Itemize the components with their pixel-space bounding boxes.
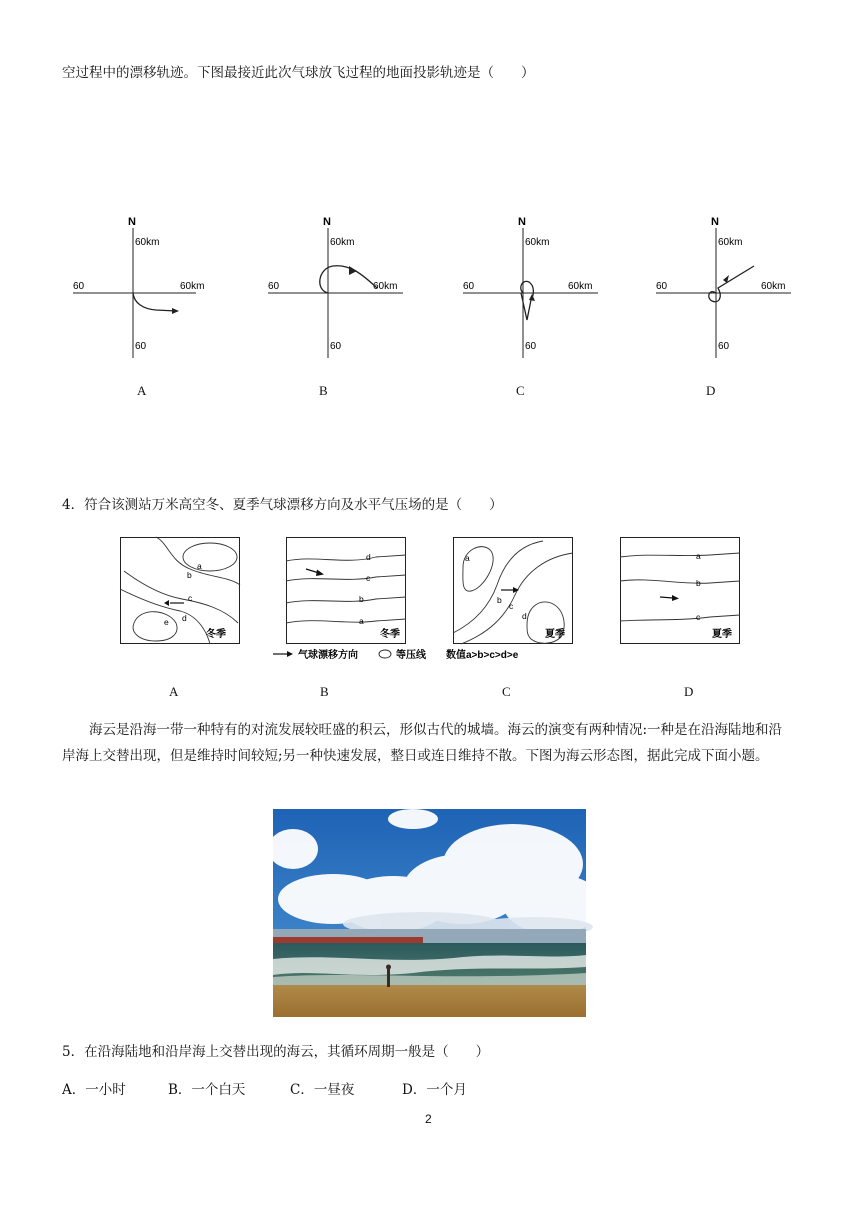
isobar-label: b — [359, 594, 364, 604]
south-value: 60 — [525, 341, 537, 352]
isobar-label: d — [522, 611, 527, 621]
q3-stem: 空过程中的漂移轨迹。下图最接近此次气球放飞过程的地面投影轨迹是（ ） — [62, 65, 535, 81]
q4-map-a — [120, 537, 240, 649]
trajectory-arrowhead — [349, 266, 357, 275]
west-value: 60 — [656, 281, 668, 292]
north-label: N — [711, 216, 719, 228]
q3-option-c: C — [516, 383, 525, 398]
north-value: 60km — [718, 237, 743, 248]
season-label: 冬季 — [380, 629, 400, 640]
north-label: N — [518, 216, 526, 228]
south-value: 60 — [718, 341, 730, 352]
legend-isobar-label: 等压线 — [396, 650, 426, 661]
isobar-label: c — [696, 612, 701, 622]
q3-diagram-a — [68, 208, 205, 372]
north-value: 60km — [135, 237, 160, 248]
q3-diagram-c — [458, 208, 603, 372]
north-label: N — [128, 216, 136, 228]
trajectory-path — [133, 293, 176, 311]
q5-choice-b: B．一个白天 — [168, 1082, 246, 1098]
isobar-label: d — [182, 613, 187, 623]
east-value: 60km — [373, 281, 398, 292]
q4-map-b — [286, 537, 406, 649]
isobar-label: d — [366, 552, 371, 562]
q4-map-d — [620, 537, 740, 649]
q3-option-a: A — [137, 383, 147, 398]
west-value: 60 — [463, 281, 475, 292]
q4-stem: 4．符合该测站万米高空冬、夏季气球漂移方向及水平气压场的是（ ） — [62, 497, 503, 513]
legend-arrow-label: 气球漂移方向 — [298, 650, 358, 661]
isobar-label: a — [359, 616, 364, 626]
trajectory-arrowhead — [529, 294, 535, 301]
isobar-label: c — [509, 601, 514, 611]
north-value: 60km — [330, 237, 355, 248]
q3-option-b: B — [319, 383, 328, 398]
sea-cloud-passage: 海云是沿海一带一种特有的对流发展较旺盛的积云，形似古代的城墙。海云的演变有两种情况:一种是在沿海陆地和沿岸海上交替出现，但是维持时间较短;另一种快速发展，整日或连日维持不散。下图为海云形态图，据此完成下面小题。 — [62, 722, 783, 764]
q3-option-d: D — [706, 383, 716, 398]
isobar-label: b — [497, 595, 502, 605]
q4-option-a: A — [169, 684, 179, 699]
q4-legend — [270, 645, 570, 671]
q4-option-b: B — [320, 684, 329, 699]
isobar-label: c — [188, 593, 193, 603]
q5-choice-d: D．一个月 — [402, 1082, 467, 1098]
season-label: 夏季 — [712, 629, 732, 640]
q5-choice-a: A．一小时 — [62, 1082, 126, 1098]
south-value: 60 — [135, 341, 147, 352]
isobar-label: c — [366, 573, 371, 583]
isobar-label: a — [197, 561, 202, 571]
isobar-label: a — [465, 553, 470, 563]
east-value: 60km — [180, 281, 205, 292]
isobar-label: b — [187, 570, 192, 580]
q3-diagram-d — [651, 208, 796, 372]
q4-option-d: D — [684, 684, 694, 699]
legend-isobar-symbol — [379, 650, 391, 658]
isobar-label: e — [164, 617, 169, 627]
q5-choice-c: C．一昼夜 — [290, 1082, 355, 1098]
season-label: 夏季 — [545, 629, 565, 640]
q4-option-c: C — [502, 684, 511, 699]
trajectory-arrowhead — [172, 308, 179, 314]
sea-cloud-photo — [273, 809, 586, 1017]
west-value: 60 — [73, 281, 85, 292]
q3-diagram-b — [263, 208, 408, 372]
isobar-label: a — [696, 551, 701, 561]
east-value: 60km — [761, 281, 786, 292]
season-label: 冬季 — [206, 629, 226, 640]
q5-stem: 5．在沿海陆地和沿岸海上交替出现的海云，其循环周期一般是（ ） — [62, 1044, 490, 1060]
south-value: 60 — [330, 341, 342, 352]
north-label: N — [323, 216, 331, 228]
q4-map-c — [453, 537, 573, 649]
east-value: 60km — [568, 281, 593, 292]
north-value: 60km — [525, 237, 550, 248]
legend-values: 数值a>b>c>d>e — [446, 650, 519, 661]
isobar-label: b — [696, 578, 701, 588]
page-number: 2 — [425, 1112, 432, 1126]
west-value: 60 — [268, 281, 280, 292]
